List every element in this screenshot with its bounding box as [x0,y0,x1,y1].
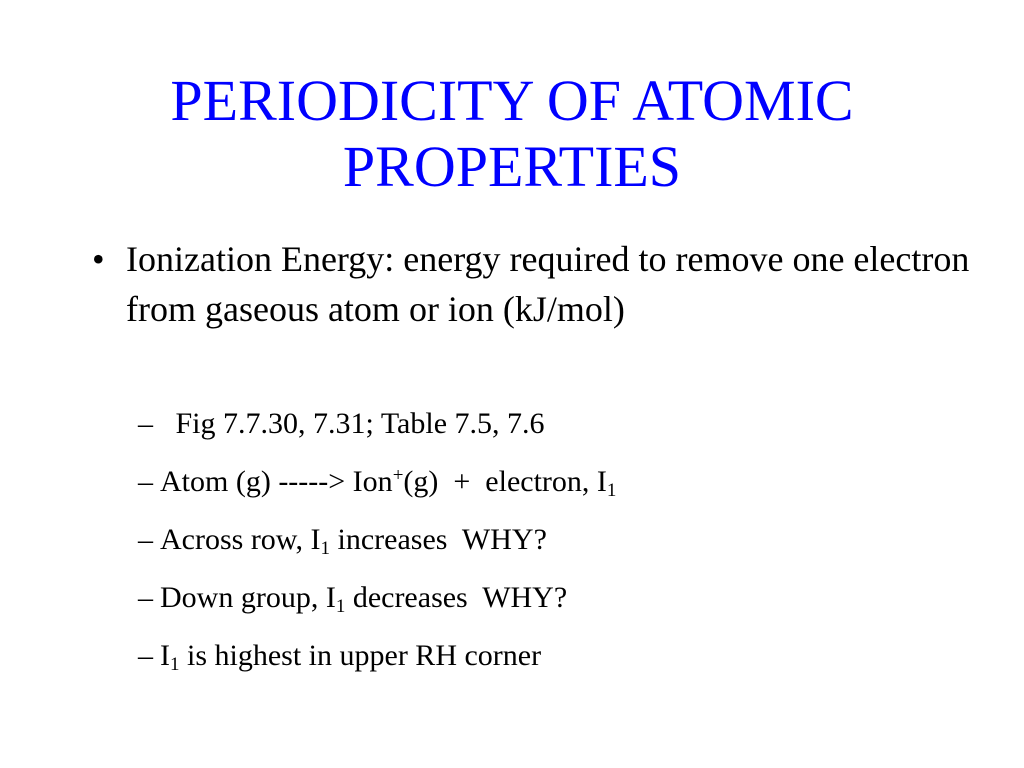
subbullet-text-tail: is highest in upper RH corner [179,639,542,672]
subbullet-text: Fig 7.7.30, 7.31; Table 7.5, 7.6 [168,407,545,440]
subbullet-marker: – [138,407,153,440]
bullet-marker: • [92,239,105,279]
subbullet-text: Down group, I [160,581,336,614]
ion-charge: + [392,465,404,486]
subbullet-across-row [138,522,547,558]
subbullet-text-tail: decreases WHY? [345,581,568,614]
slide-title-line-1: PERIODICITY OF ATOMIC [170,68,854,133]
subscript: 1 [606,480,617,501]
subbullet-ionization-equation [138,464,616,500]
subbullet-text: I [160,639,170,672]
subbullet-marker: – [138,465,153,498]
subbullet-text: Across row, I [160,523,321,556]
subbullet-marker: – [138,581,153,614]
subbullet-marker: – [138,523,153,556]
bullet-ionization-energy [92,234,972,334]
subscript: 1 [335,596,346,617]
subbullet-marker: – [138,639,153,672]
subscript: 1 [320,538,331,559]
equation-reactant: Atom (g) -----> Ion [160,465,393,498]
slide-title-line-2: PROPERTIES [342,134,682,199]
subbullet-text-tail: increases WHY? [330,523,547,556]
equation-products: (g) + electron, I [403,465,607,498]
subbullet-figures [138,406,545,442]
subscript: 1 [170,654,180,675]
slide-title [60,68,964,200]
subbullet-down-group [138,580,567,616]
subbullet-highest-corner [138,638,541,674]
bullet-text: Ionization Energy: energy required to remove one electron from gaseous atom or ion (kJ/mol) [126,239,970,329]
